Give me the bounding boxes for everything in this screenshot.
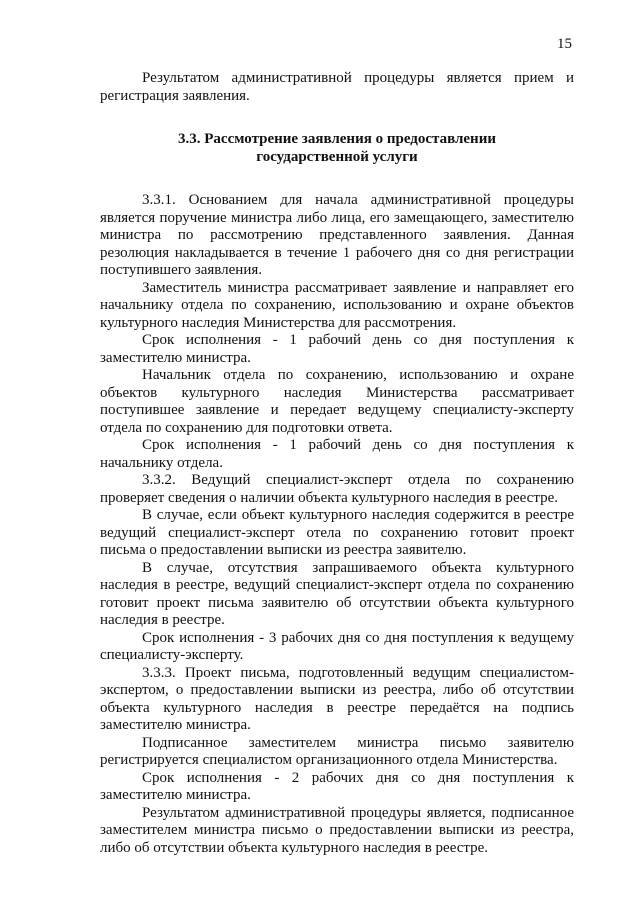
paragraph-3-3-3: 3.3.3. Проект письма, подготовленный ведущим специалистом-экспертом, о предоставлении выписки из реестра, либо об отсутствии объекта культурного наследия в реестре передаётся на подпись заместителю министра. <box>100 664 574 733</box>
section-heading: 3.3. Рассмотрение заявления о предоставлении государственной услуги <box>178 131 496 165</box>
paragraph-object-found: В случае, если объект культурного наследия содержится в реестре ведущий специалист-эксперт отела по сохранению готовит проект письма о предоставлении выписки из реестра заявителю. <box>100 507 574 558</box>
paragraph-deadline-signing: Срок исполнения - 2 рабочих дня со дня поступления к заместителю министра. <box>100 769 574 803</box>
intro-paragraph: Результатом административной процедуры является прием и регистрация заявления. <box>100 70 574 104</box>
paragraph-head-review: Начальник отдела по сохранению, использованию и охране объектов культурного наследия Министерства рассматривает поступившее заявление и передает ведущему специалисту-эксперту отдела по сохранению для подготовки ответа. <box>100 367 574 436</box>
document-body <box>100 70 574 857</box>
paragraph-deputy-review: Заместитель министра рассматривает заявление и направляет его начальнику отдела по сохранению, использованию и охране объектов культурного наследия Министерства для рассмотрения. <box>100 279 574 331</box>
paragraph-deadline-head: Срок исполнения - 1 рабочий день со дня поступления к начальнику отдела. <box>100 437 574 471</box>
paragraph-deadline-specialist: Срок исполнения - 3 рабочих дня со дня поступления к ведущему специалисту-эксперту. <box>100 629 574 663</box>
paragraph-3-3-1: 3.3.1. Основанием для начала административной процедуры является поручение министра либо лица, его замещающего, заместителю министра по рассмотрению представленного заявления. Данная резолюция накладывается в течение 1 рабочего дня со дня регистрации поступившего заявления. <box>100 192 574 278</box>
paragraph-3-3-2: 3.3.2. Ведущий специалист-эксперт отдела по сохранению проверяет сведения о наличии объекта культурного наследия в реестре. <box>100 472 574 506</box>
paragraph-result: Результатом административной процедуры является, подписанное заместителем министра письмо о предоставлении выписки из реестра, либо об отсутствии объекта культурного наследия в реестре. <box>100 804 574 856</box>
paragraph-deadline-deputy: Срок исполнения - 1 рабочий день со дня поступления к заместителю министра. <box>100 332 574 366</box>
page-number: 15 <box>557 36 572 52</box>
paragraph-registration: Подписанное заместителем министра письмо заявителю регистрируется специалистом организационного отдела Министерства. <box>100 734 574 768</box>
paragraph-object-missing: В случае, отсутствия запрашиваемого объекта культурного наследия в реестре, ведущий специалист-эксперт отдела по сохранению готовит проект письма заявителю об отсутствии объекта культурного наследия в реестре. <box>100 559 574 628</box>
